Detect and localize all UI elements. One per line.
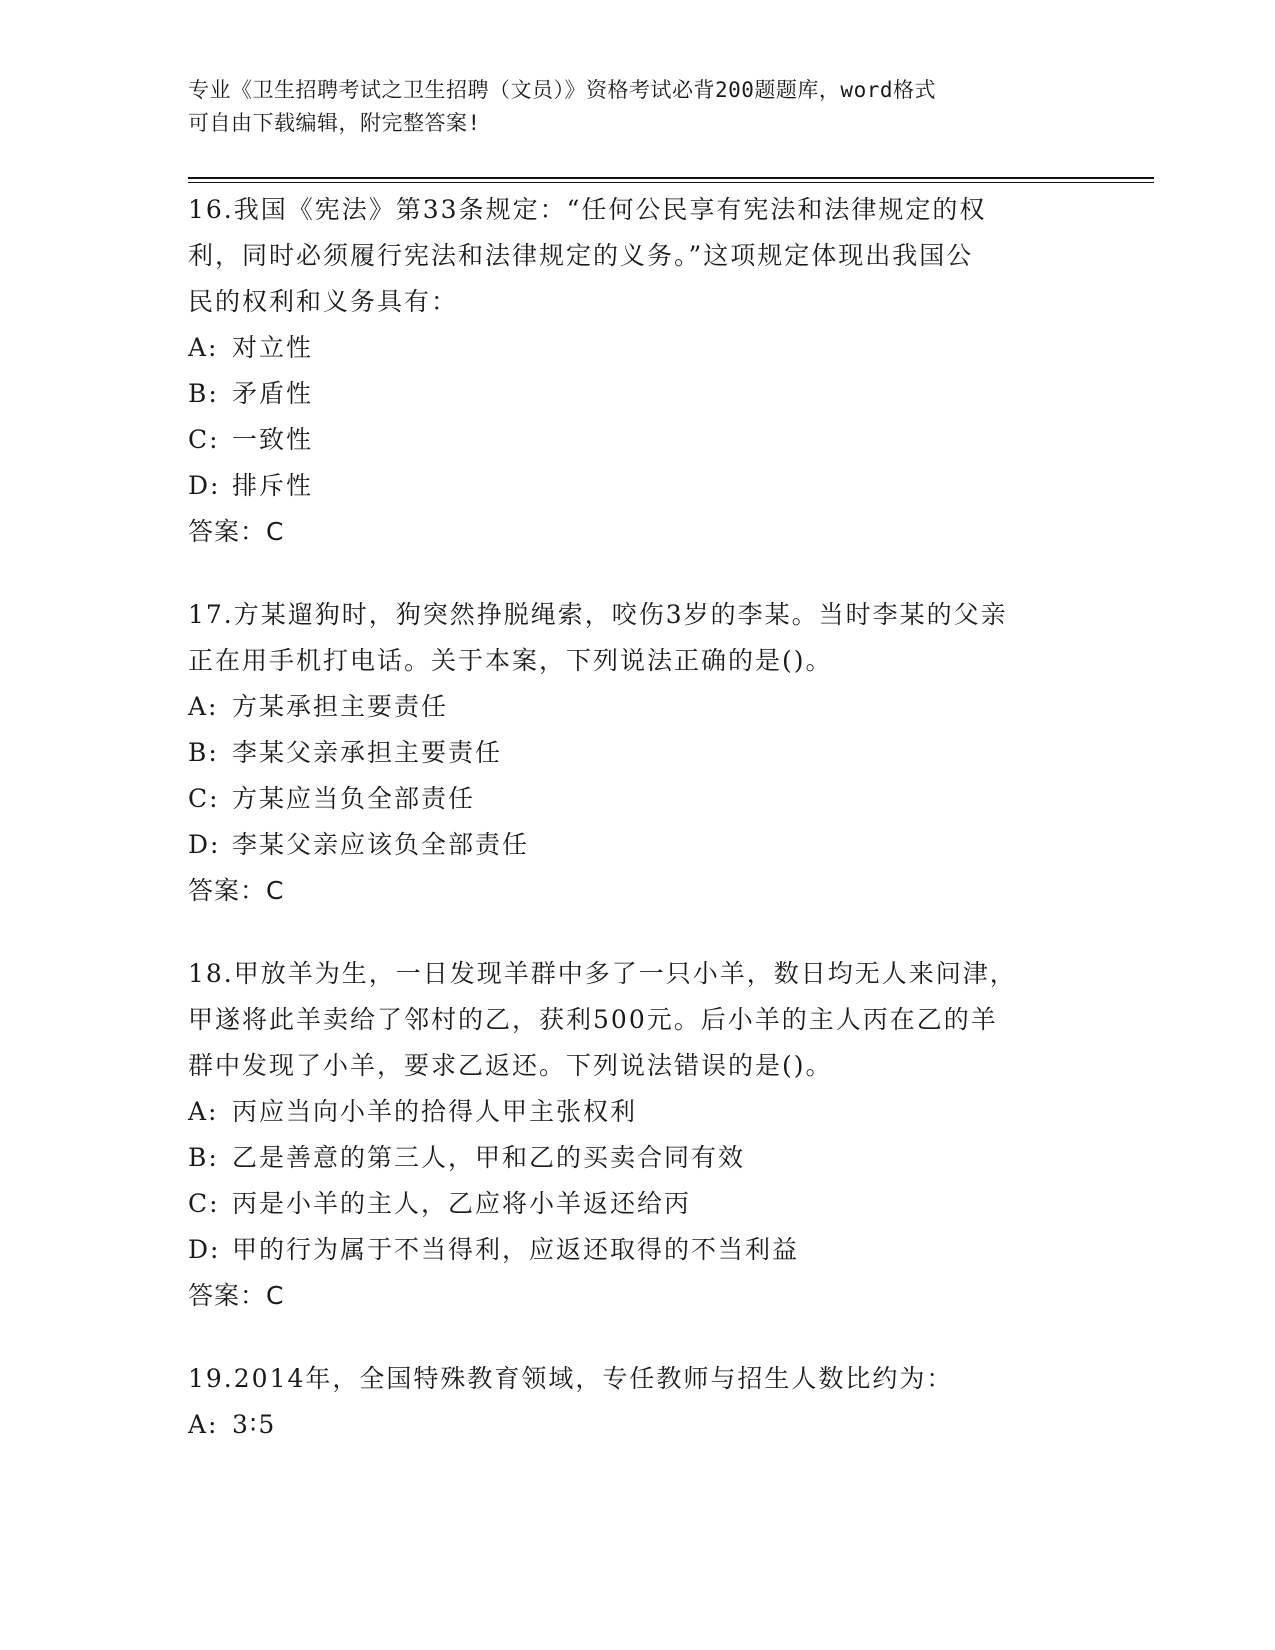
question-18 xyxy=(188,951,1088,1319)
question-text-line: 17.方某遛狗时，狗突然挣脱绳索，咬伤3岁的李某。当时李某的父亲 xyxy=(188,600,1008,629)
option-text: 方某应当负全部责任 xyxy=(232,784,476,813)
question-17 xyxy=(188,592,1088,914)
option-text: 矛盾性 xyxy=(232,379,314,408)
option-letter: A: xyxy=(188,692,219,721)
question-text-line: 正在用手机打电话。关于本案，下列说法正确的是()。 xyxy=(188,646,833,675)
question-16 xyxy=(188,187,1088,555)
question-text-line: 16.我国《宪法》第33条规定：“任何公民享有宪法和法律规定的权 xyxy=(188,195,987,224)
option-letter: A: xyxy=(188,333,219,362)
option-text: 甲的行为属于不当得利，应返还取得的不当利益 xyxy=(232,1235,800,1264)
question-text-line: 18.甲放羊为生，一日发现羊群中多了一只小羊，数日均无人来问津， xyxy=(188,959,1017,988)
option-c xyxy=(188,417,1088,463)
question-text-line: 民的权利和义务具有： xyxy=(188,287,459,316)
option-text: 丙应当向小羊的拾得人甲主张权利 xyxy=(232,1097,638,1126)
option-c xyxy=(188,1181,1088,1227)
option-text: 一致性 xyxy=(232,425,314,454)
question-text-line: 甲遂将此羊卖给了邻村的乙，获利500元。后小羊的主人丙在乙的羊 xyxy=(188,1005,998,1034)
question-text-line: 19.2014年，全国特殊教育领域，专任教师与招生人数比约为： xyxy=(188,1364,954,1393)
option-letter: D: xyxy=(188,471,221,500)
option-text: 方某承担主要责任 xyxy=(232,692,449,721)
question-text-line: 群中发现了小羊，要求乙返还。下列说法错误的是()。 xyxy=(188,1051,833,1080)
option-letter: B: xyxy=(188,379,219,408)
option-c xyxy=(188,776,1088,822)
option-a xyxy=(188,1402,1088,1448)
question-19 xyxy=(188,1356,1088,1448)
option-b xyxy=(188,730,1088,776)
option-letter: D: xyxy=(188,830,221,859)
option-d xyxy=(188,822,1088,868)
option-letter: C: xyxy=(188,784,220,813)
option-text: 3∶5 xyxy=(232,1410,277,1439)
option-letter: D: xyxy=(188,1235,221,1264)
option-letter: B: xyxy=(188,738,219,767)
option-letter: A: xyxy=(188,1097,219,1126)
answer-line: 答案：C xyxy=(188,876,285,905)
option-b xyxy=(188,1135,1088,1181)
option-text: 排斥性 xyxy=(232,471,314,500)
option-a xyxy=(188,684,1088,730)
question-text-line: 利，同时必须履行宪法和法律规定的义务。”这项规定体现出我国公 xyxy=(188,241,974,270)
option-letter: C: xyxy=(188,1189,220,1218)
option-a xyxy=(188,325,1088,371)
header-line-2: 可自由下载编辑，附完整答案! xyxy=(188,111,481,135)
header-divider-thin xyxy=(188,182,1154,183)
option-a xyxy=(188,1089,1088,1135)
option-d xyxy=(188,1227,1088,1273)
option-text: 李某父亲承担主要责任 xyxy=(232,738,503,767)
option-b xyxy=(188,371,1088,417)
header-line-1: 专业《卫生招聘考试之卫生招聘（文员）》资格考试必背200题题库，word格式 xyxy=(188,78,936,102)
answer-line: 答案：C xyxy=(188,1281,285,1310)
option-text: 乙是善意的第三人，甲和乙的买卖合同有效 xyxy=(232,1143,746,1172)
option-text: 李某父亲应该负全部责任 xyxy=(232,830,530,859)
option-letter: C: xyxy=(188,425,220,454)
answer-line: 答案：C xyxy=(188,517,285,546)
document-header xyxy=(188,74,1068,140)
option-text: 丙是小羊的主人，乙应将小羊返还给丙 xyxy=(232,1189,692,1218)
header-divider-thick xyxy=(188,177,1154,179)
option-text: 对立性 xyxy=(232,333,314,362)
option-d xyxy=(188,463,1088,509)
option-letter: B: xyxy=(188,1143,219,1172)
question-list xyxy=(188,187,1088,1485)
option-letter: A: xyxy=(188,1410,219,1439)
